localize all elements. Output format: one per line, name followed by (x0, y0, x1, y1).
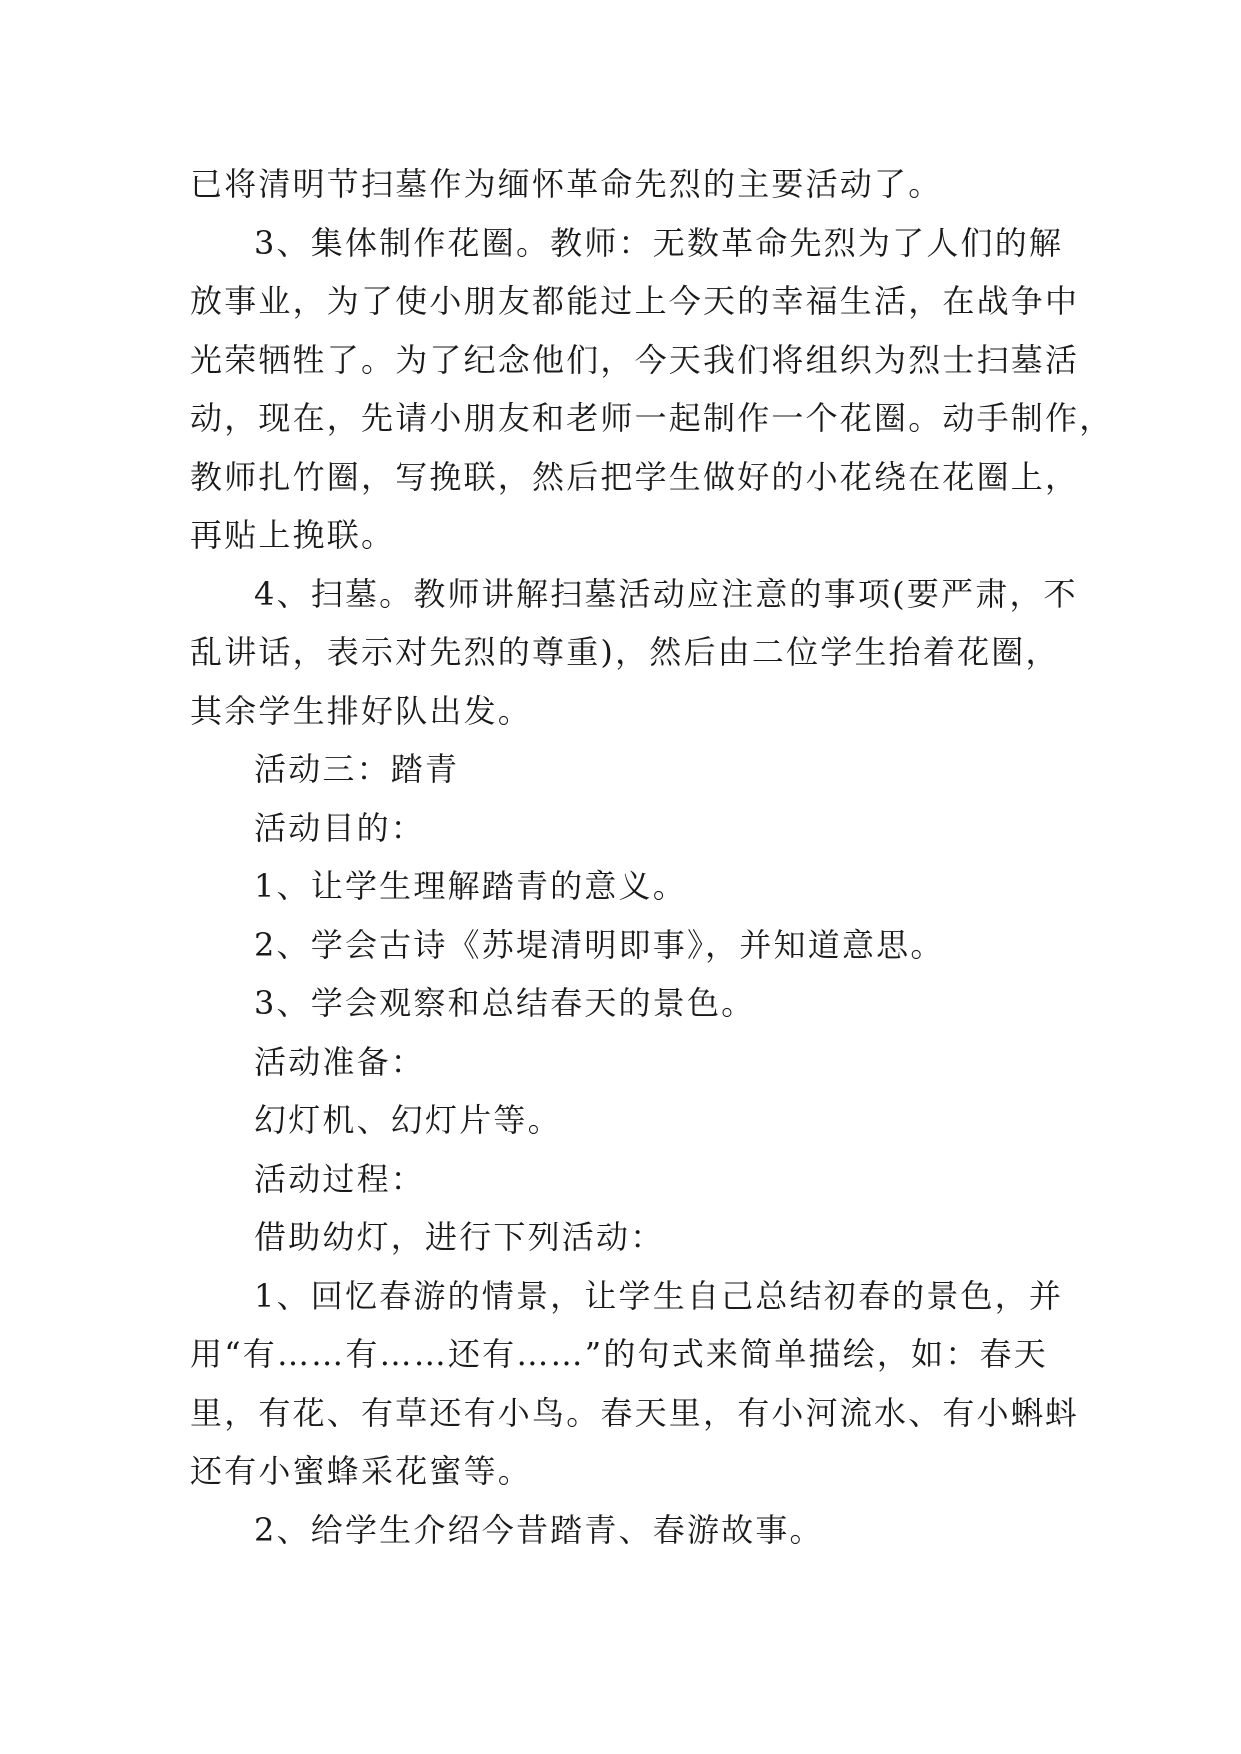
text-line: 放事业，为了使小朋友都能过上今天的幸福生活，在战争中 (190, 282, 1080, 320)
text-line: 已将清明节扫墓作为缅怀革命先烈的主要活动了。 (190, 165, 943, 203)
text-line: 幻灯机、幻灯片等。 (254, 1101, 562, 1139)
text-line: 动，现在，先请小朋友和老师一起制作一个花圈。动手制作， (190, 399, 1114, 437)
text-line: 其余学生排好队出发。 (190, 691, 533, 730)
paragraph (190, 155, 1060, 214)
text-line: 乱讲话，表示对先烈的尊重)，然后由二位学生抬着花圈， (190, 633, 1060, 671)
text-line: 活动目的： (254, 808, 426, 847)
text-line: 活动三：踏青 (254, 750, 460, 788)
subheading (190, 799, 1060, 858)
paragraph (190, 1091, 1060, 1150)
list-item (190, 1501, 1060, 1560)
list-item (190, 857, 1060, 916)
section-heading (190, 740, 1060, 799)
text-line: 3、学会观察和总结春天的景色。 (254, 984, 756, 1022)
text-line: 1、回忆春游的情景，让学生自己总结初春的景色，并 (254, 1276, 1064, 1315)
text-line: 2、学会古诗《苏堤清明即事》，并知道意思。 (254, 925, 945, 964)
paragraph (190, 1208, 1060, 1267)
text-line: 里，有花、有草还有小鸟。春天里，有小河流水、有小蝌蚪 (190, 1393, 1080, 1432)
subheading (190, 1033, 1060, 1092)
text-line: 4、扫墓。教师讲解扫墓活动应注意的事项(要严肃，不 (254, 574, 1078, 613)
text-line: 3、集体制作花圈。教师：无数革命先烈为了人们的解 (254, 223, 1064, 262)
list-item (190, 916, 1060, 975)
paragraph (190, 565, 1078, 741)
text-line: 用“有……有……还有……”的句式来简单描绘，如：春天 (190, 1335, 1048, 1373)
list-item (190, 974, 1060, 1033)
text-line: 借助幼灯，进行下列活动： (254, 1218, 665, 1256)
text-line: 活动准备： (254, 1042, 426, 1081)
document-body (190, 155, 1114, 1559)
paragraph (190, 214, 1114, 565)
text-line: 还有小蜜蜂采花蜜等。 (190, 1452, 533, 1490)
text-line: 光荣牺牲了。为了纪念他们，今天我们将组织为烈士扫墓活 (190, 340, 1080, 379)
subheading (190, 1150, 1060, 1209)
text-line: 2、给学生介绍今昔踏青、春游故事。 (254, 1510, 824, 1549)
text-line: 教师扎竹圈，写挽联，然后把学生做好的小花绕在花圈上， (190, 457, 1080, 496)
text-line: 活动过程： (254, 1159, 426, 1198)
text-line: 再贴上挽联。 (190, 516, 396, 554)
text-line: 1、让学生理解踏青的意义。 (254, 867, 687, 905)
list-item (190, 1267, 1080, 1501)
